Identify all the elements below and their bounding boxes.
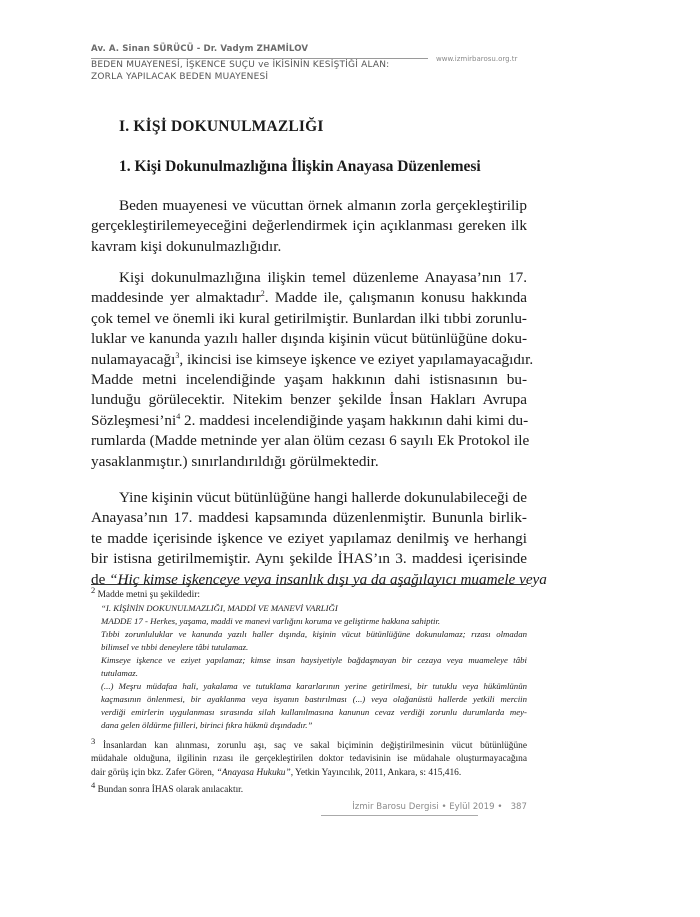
quote-line: (...) Meşru müdafaa hali, yakalama ve tutuklama kararlarının yerine getirilmesi, bir tutuklu veya hükümlünün [101,681,527,692]
p2-line: Kişi dokunulmazlığına ilişkin temel düzenleme Anayasa’nın 17. [119,269,527,286]
p1-line: gerçekleştirilemeyeceğini değerlendirmek için açıklanması gereken ilk [91,217,527,235]
footnote-ref-4[interactable]: 4 [176,411,181,421]
p3-line [91,570,547,590]
page-number: 387 [510,802,527,812]
paragraph-1 [91,196,527,257]
quote-line: Kimseye işkence ve eziyet yapılamaz; kimse insan haysiyetiyle bağdaşmayan bir cezaya veya muameleye tâbi [101,655,527,666]
p2-line: yasaklanmıştır.) sınırlandırıldığı görülmektedir. [91,452,379,470]
paragraph-3 [91,488,547,590]
p2-line: luklar ve kanunda yazılı haller dışında kişinin vücut bütünlüğüne doku- [91,330,527,348]
footnote-ref-3[interactable]: 3 [175,350,180,360]
p2-line: rumlarda (Madde metninde yer alan ölüm cezası 6 sayılı Ek Protokol ile [91,432,530,450]
p2-text: . Madde ile, çalışmanın konusu hakkında [264,289,527,307]
header-authors: Av. A. Sinan SÜRÜCÜ - Dr. Vadym ZHAMİLOV [91,44,309,54]
p3-line: Yine kişinin vücut bütünlüğüne hangi hallerde dokunulabileceği de [119,489,527,506]
p2-line [91,288,527,308]
running-header [91,44,531,83]
footer-journal: İzmir Barosu Dergisi • Eylül 2019 • [352,802,503,812]
section-heading: I. KİŞİ DOKUNULMAZLIĞI [119,118,324,135]
p3-text: de [91,570,110,588]
quote-line: “I. KİŞİNİN DOKUNULMAZLIĞI, MADDİ VE MANEVİ VARLIĞI [101,603,338,614]
page-footer [321,802,527,812]
fn4-text: Bundan sonra İHAS olarak anılacaktır. [97,785,244,795]
fn3-text: dair görüş için bkz. Zafer Gören, [91,767,217,778]
footer-rule [321,815,478,816]
header-title-line2: ZORLA YAPILACAK BEDEN MUAYENESİ [91,72,269,82]
p2-text: maddesinde yer almaktadır [91,289,261,307]
paragraph-2 [91,268,534,472]
quote-line: Tıbbi zorunluluklar ve kanunda yazılı haller dışında, kişinin vücut bütünlüğüne dokunulamaz; rızası olmadan [101,629,527,640]
p2-text: Sözleşmesi’ni [91,411,177,429]
header-rule [91,58,428,59]
footnote-quote [91,602,527,732]
footnote-rule [91,584,527,585]
p1-line: kavram kişi dokunulmazlığıdır. [91,237,282,255]
p3-line: Anayasa’nın 17. maddesi kapsamında düzenlenmiştir. Bununla birlik- [91,509,527,527]
header-url: www.izmirbarosu.org.tr [436,55,518,63]
footnote-3 [91,735,527,780]
footnote-number: 3 [91,735,96,746]
p3-quote: “Hiç kimse işkenceye veya insanlık dışı ya da aşağılayıcı muamele veya [109,570,547,588]
fn3-text: İnsanlardan kan alınması, zorunlu aşı, saç ve sakal biçiminin değiştirilmesinin vücut bütünlüğüne [102,741,527,751]
p3-line: te madde içerisinde işkence ve eziyet yapılamaz denilmiş ve herhangi [91,529,527,547]
p2-line [91,411,527,431]
quote-line: verdiği emirlerin uygulanması sırasında silah kullanılmasına kanunun cevaz verdiği zorunlu durumlarda mey- [101,707,527,718]
p2-text: 2. maddesi incelendiğinde yaşam hakkının dahi kimi du- [180,411,529,429]
fn3-line [91,767,527,780]
footnote-4 [91,779,527,797]
header-title-line1: BEDEN MUAYENESİ, İŞKENCE SUÇU ve İKİSİNİN KESİŞTİĞİ ALAN: [91,60,390,70]
p2-text: nulamayacağı [91,350,176,368]
quote-line: tutulamaz. [101,668,138,679]
p2-line: çok temel ve önemli iki kural getirilmiştir. Bunlardan ilki tıbbi zorunlu- [91,309,527,327]
p1-line: Beden muayenesi ve vücuttan örnek almanın zorla gerçekleştirilip [119,197,527,214]
footnote-number: 4 [91,779,96,790]
p3-line: bir istisna getirilmemiştir. Aynı şekilde İHAS’ın 3. maddesi içerisinde [91,550,527,568]
footnote-number: 2 [91,584,96,595]
quote-line: dana gelen öldürme fiilleri, birinci fıkra hükmü dışındadır.” [101,720,313,731]
quote-line: bilimsel ve tıbbi deneylere tâbi tutulamaz. [101,642,249,653]
quote-line: MADDE 17 - Herkes, yaşama, maddi ve manevi varlığını koruma ve geliştirme hakkına sahiptir. [101,616,441,627]
fn3-line: müdahale olduğuna, ilgilinin rızası ile gerçekleştirilen doktor tedavisinin ise müdahale oluşturmayacağına [91,754,527,765]
fn3-line [91,735,527,753]
p2-line: lunduğu görülecektir. Nitekim benzer şekilde İnsan Hakları Avrupa [91,391,527,409]
footnote-intro: Madde metni şu şekildedir: [97,590,200,600]
p2-text: , ikincisi ise kimseye işkence ve eziyet yapılamayacağıdır. [179,350,534,368]
footnote-2 [91,584,527,732]
subsection-heading: 1. Kişi Dokunulmazlığına İlişkin Anayasa Düzenlemesi [119,158,481,175]
fn3-book-title: “Anayasa Hukuku” [216,767,291,778]
quote-line: kaçmasının önlenmesi, bir ayaklanma veya isyanın bastırılması (...) veya olağanüstü hallerde yetkili merciin [101,694,527,705]
p2-line [91,350,534,370]
fn3-text: , Yetkin Yayıncılık, 2011, Ankara, s: 415,416. [290,767,462,778]
footnote-ref-2[interactable]: 2 [260,289,265,299]
p2-line: Madde metni incelendiğinde yaşam hakkının dahi istisnasının bu- [91,371,527,389]
